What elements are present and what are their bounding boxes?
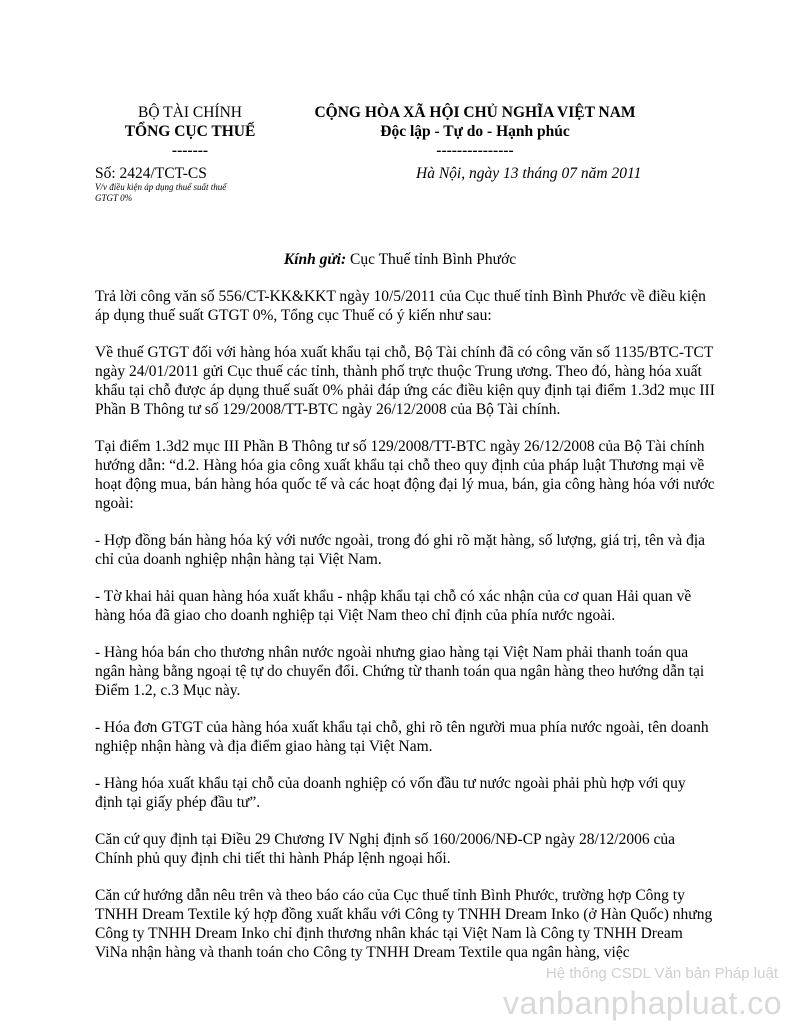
document-subject [95, 182, 265, 204]
watermark-caption: Hệ thống CSDL Văn bản Pháp luật [545, 965, 778, 982]
paragraph: Căn cứ hướng dẫn nêu trên và theo báo cáo của Cục thuế tỉnh Bình Phước, trường hợp Công ty TNHH Dream Textile ký hợp đồng xuất khẩu với Công ty TNHH Dream Inko (ở Hàn Quốc) nhưng Công ty TNHH Dream Inko chỉ định thương nhân khác tại Việt Nam là Công ty TNHH Dream ViNa nhận hàng và thanh toán cho Công ty TNHH Dream Textile qua ngân hàng, việc [95, 887, 713, 961]
subject-line-2: GTGT 0% [95, 193, 133, 203]
motto: Độc lập - Tự do - Hạnh phúc [380, 123, 570, 140]
paragraph: - Hóa đơn GTGT của hàng hóa xuất khẩu tại chỗ, ghi rõ tên người mua phía nước ngoài, tên doanh nghiệp nhận hàng và địa điểm giao hàng tại Việt Nam. [95, 719, 709, 755]
department-name: TỔNG CỤC THUẾ [124, 123, 256, 140]
subject-line-1: V/v điều kiện áp dụng thuế suất thuế [95, 182, 227, 192]
recipient-name: Cục Thuế tỉnh Bình Phước [350, 251, 517, 268]
paragraph: Căn cứ quy định tại Điều 29 Chương IV Nghị định số 160/2006/NĐ-CP ngày 28/12/2006 của Chính phủ quy định chi tiết thi hành Pháp lệnh ngoại hối. [95, 831, 675, 867]
paragraph: - Tờ khai hải quan hàng hóa xuất khẩu - nhập khẩu tại chỗ có xác nhận của cơ quan Hải quan về hàng hóa đã giao cho doanh nghiệp tại Việt Nam theo chỉ định của phía nước ngoài. [95, 588, 692, 624]
recipient-line [0, 251, 800, 269]
recipient-label: Kính gửi: [283, 251, 347, 268]
paragraph: - Hàng hóa bán cho thương nhân nước ngoài nhưng giao hàng tại Việt Nam phải thanh toán qua ngân hàng bằng ngoại tệ tự do chuyển đổi. Chứng từ thanh toán qua ngân hàng theo hướng dẫn tại Điểm 1.2, c.3 Mục này. [95, 644, 705, 699]
document-number: Số: 2424/TCT-CS [95, 165, 207, 182]
paragraph: Trả lời công văn số 556/CT-KK&KKT ngày 10/5/2011 của Cục thuế tỉnh Bình Phước về điều kiện áp dụng thuế suất GTGT 0%, Tổng cục Thuế có ý kiến như sau: [95, 288, 706, 324]
nation-title: CỘNG HÒA XÃ HỘI CHỦ NGHĨA VIỆT NAM [314, 104, 636, 121]
paragraph: Về thuế GTGT đối với hàng hóa xuất khẩu tại chỗ, Bộ Tài chính đã có công văn số 1135/BTC-TCT ngày 24/01/2011 gửi Cục thuế các tỉnh, thành phố trực thuộc Trung ương. Theo đó, hàng hóa xuất khẩu tại chỗ được áp dụng thuế suất 0% phải đáp ứng các điều kiện quy định tại điểm 1.3d2 mục III Phần B Thông tư số 129/2008/TT-BTC ngày 26/12/2008 của Bộ Tài chính. [95, 344, 715, 418]
national-header [280, 103, 670, 160]
paragraph: - Hợp đồng bán hàng hóa ký với nước ngoài, trong đó ghi rõ mặt hàng, số lượng, giá trị, tên và địa chỉ của doanh nghiệp nhận hàng tại Việt Nam. [95, 532, 706, 568]
paragraph: - Hàng hóa xuất khẩu tại chỗ của doanh nghiệp có vốn đầu tư nước ngoài phải phù hợp với quy định tại giấy phép đầu tư”. [95, 775, 686, 811]
document-body [95, 287, 715, 980]
ministry-name: BỘ TÀI CHÍNH [138, 104, 242, 121]
watermark-domain: vanbanphapluat.co [503, 985, 782, 1021]
document-date: Hà Nội, ngày 13 tháng 07 năm 2011 [416, 165, 642, 182]
issuer-block [110, 103, 270, 160]
paragraph: Tại điểm 1.3d2 mục III Phần B Thông tư số 129/2008/TT-BTC ngày 26/12/2008 của Bộ Tài chính hướng dẫn: “d.2. Hàng hóa gia công xuất khẩu tại chỗ theo quy định của pháp luật Thương mại về hoạt động mua, bán hàng hóa quốc tế và các hoạt động đại lý mua, bán, gia công hàng hóa với nước ngoài: [95, 438, 715, 512]
issuer-divider: ------- [171, 142, 209, 159]
motto-divider: --------------- [436, 142, 514, 159]
